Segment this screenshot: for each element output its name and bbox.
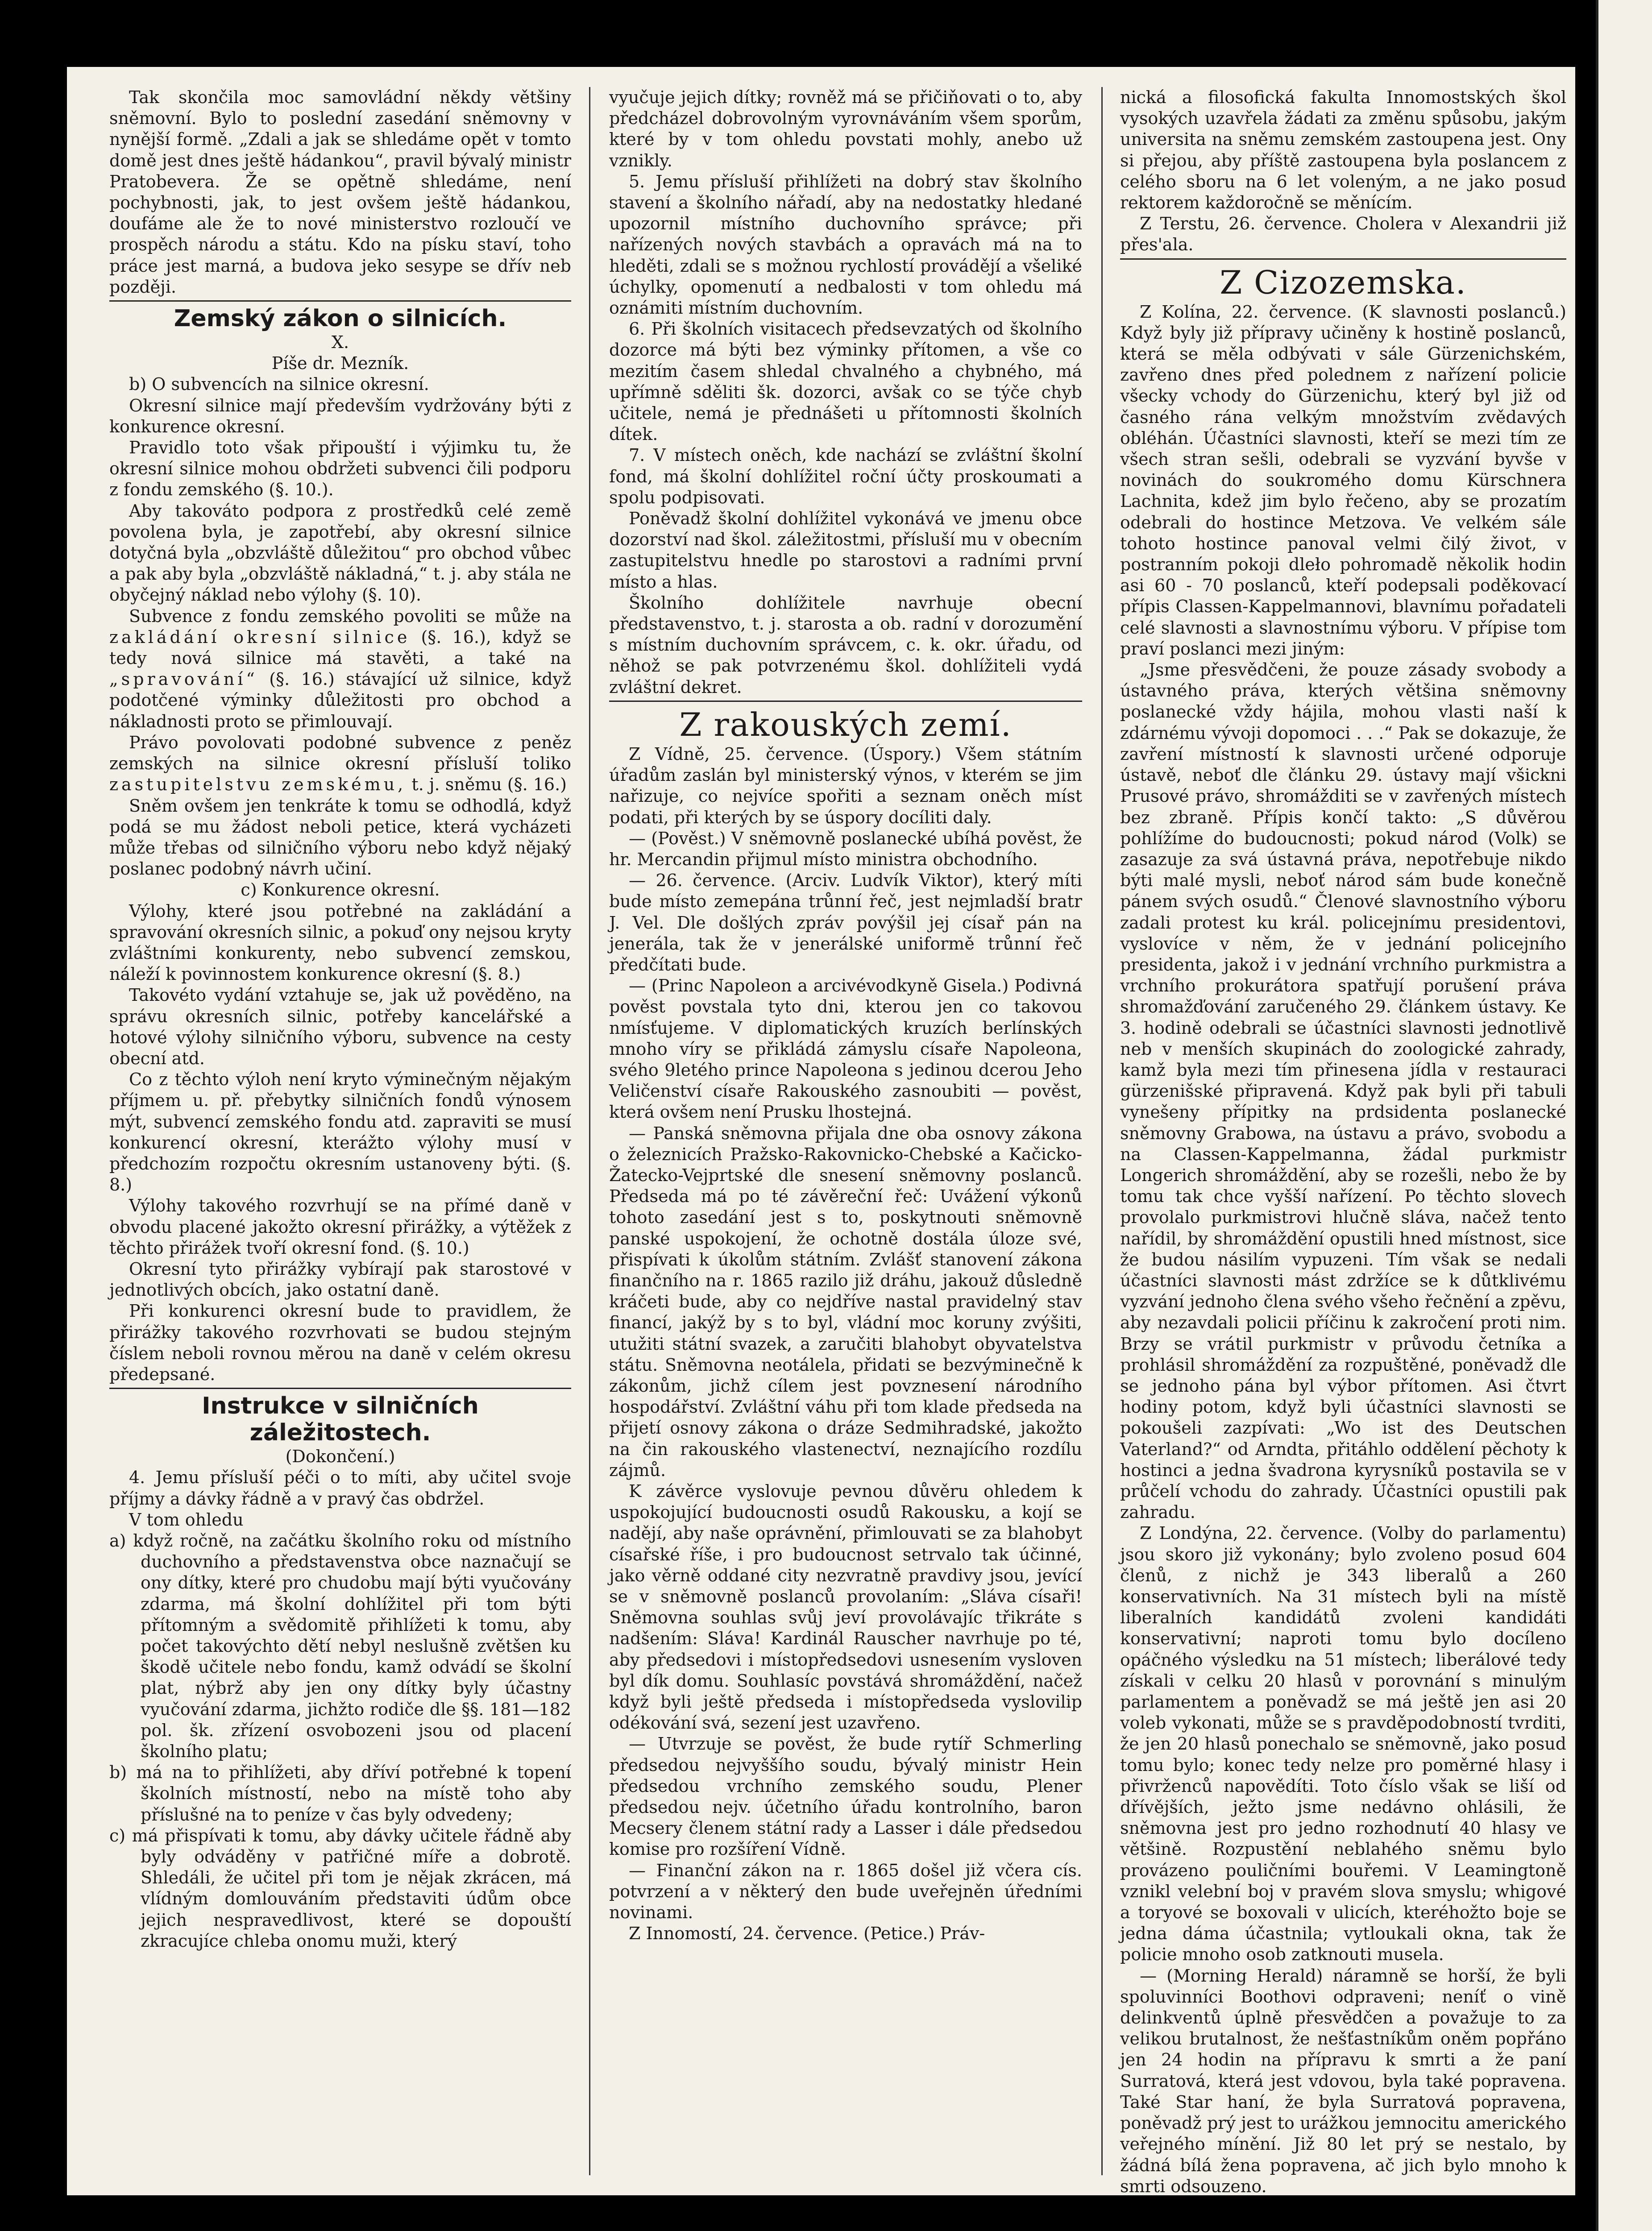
paragraph: — 26. července. (Arciv. Ludvík Viktor), který míti bude místo zemepána trůnní řeč, jest nejmladší bratr J. Vel. Dle došlých zpráv povýšil jej císař pán na jenerála, tak že v jenerálské uniformě trůnní řeč předčítati bude.	[609, 871, 1082, 975]
paragraph: — (Princ Napoleon a arcivévodkyně Gisela.) Podivná pověst povstala tyto dni, kterou jen co takovou nmísťujeme. V diplomatických kruzích berlínských mnoho víry se přikládá zámyslu císaře Napoleona, svého 9letého prince Napoleona s jedinou dcerou Jeho Veličenství císaře Rakouského zasnoubiti — pověst, která ovšem není Prusku lhostejná.	[609, 976, 1082, 1122]
paragraph: Sněm ovšem jen tenkráte k tomu se odhodlá, když podá se mu žádost neboli petice, která vycházeti může třebas od silničního výboru nebo když nějaký poslanec podobný návrh učiní.	[109, 796, 571, 879]
column-1	[109, 87, 571, 2175]
subheading-b: b) O subvencích na silnice okresní.	[129, 374, 429, 394]
paragraph: Výlohy takového rozvrhují se na přímé daně v obvodu placené jakožto okresní přirážky, a výtěžek z těchto přirážek tvoří okresní fond. (§. 10.)	[109, 1196, 571, 1258]
column-rule	[589, 87, 590, 2175]
paragraph: 7. V místech oněch, kde nachází se zvláštní školní fond, má školní dohlížitel roční účty proskoumati a spolu podpisovati.	[609, 445, 1082, 507]
paragraph: — Finanční zákon na r. 1865 došel již včera cís. potvrzení a v některý den bude uveřejněn úředními novinami.	[609, 1860, 1082, 1923]
column-3	[1120, 87, 1566, 2196]
paragraph: — (Morning Herald) náramně se horší, že byli spoluvinníci Boothovi odpraveni; neníť o vině delinkventů úplně přesvědčen a považuje to za velikou brutalnost, že nešťastníkům oněm popřáno jen 24 hodin na přípravu k smrti a že paní Surratová, která jest vdovou, byla také popravena. Také Star haní, že byla Surratová popravena, poněvadž prý jest to urážkou jemnocitu amerického veřejného mínění. Již 80 let prý se nestalo, by žádná bílá žena popravena, ač jich bylo mnoho k smrti odsouzeno.	[1120, 1966, 1566, 2196]
paragraph: Okresní silnice mají především vydržovány býti z konkurence okresní.	[109, 395, 571, 436]
article-title-instrukce: Instrukce v silničních záležitostech.	[202, 1393, 479, 1447]
section-title-cizozemska: Z Cizozemska.	[1220, 263, 1467, 301]
paragraph: 5. Jemu přísluší přihlížeti na dobrý stav školního stavení a školního nářadí, aby na nedostatky hledané upozornil místního duchovního správce; při nařízených nových stavbách a opravách má na to hleděti, zdali se s možnou rychlostí provádějí a všeliké úchylky, opomenutí a nedbalosti v tom ohledu má oznámiti místním duchovním.	[609, 171, 1082, 318]
paragraph: Z Londýna, 22. července. (Volby do parlamentu) jsou skoro již vykonány; bylo zvoleno posud 604 členů, z nichž je 343 liberalů a 260 konservativních. Na 31 místech byli na místě liberalních kandidátů zvoleni kandidáti konservativní; naproti tomu bylo docíleno opáčného výsledku na 51 místech; liberálové tedy získali v celku 20 hlasů v porovnání s minulým parlamentem a poněvadž se má ještě jen asi 20 voleb vykonati, může se s pravděpodobností tvrditi, že jen 20 hlasů ponechalo se sněmovně, jako posud tomu bylo; konec tedy nelze pro poměrné hlasy i přivrženců napovědíti. Toto číslo však se liší od dřívějších, ježto jsme nedávno ohlásili, že sněmovna jest pro jedno rozhodnutí 40 hlasy ve většině. Rozpustění neblahého sněmu bylo provázeno pouličními bouřemi. V Leamingtoně vznikl velební boj v pravém slova smyslu; whigové a toryové se boxovali v ulicích, kteréhožto boje se jedna dáma účastnila; vytloukali okna, tak že policie mnoho osob zatknouti musela.	[1120, 1523, 1566, 1965]
paragraph: 4. Jemu přísluší péči o to míti, aby učitel svoje příjmy a dávky řádně a v pravý čas obdržel.	[109, 1468, 571, 1509]
article-author: Píše dr. Mezník.	[271, 353, 409, 373]
article-continuation: (Dokončení.)	[285, 1447, 395, 1467]
divider	[109, 300, 571, 302]
paragraph: V tom ohledu	[129, 1509, 244, 1530]
paragraph: Z Vídně, 25. července. (Úspory.) Všem státním úřadům zaslán byl ministerský výnos, v kterém se jim nařizuje, co nejvíce spořiti a seznam oněch míst podati, při kterých by se úspory docíliti daly.	[609, 744, 1082, 827]
column-rule	[1101, 87, 1103, 2175]
article-title-silnice: Zemský zákon o silnicích.	[174, 305, 507, 332]
scan-margin	[1596, 0, 1652, 2231]
column-2	[609, 87, 1082, 2175]
newspaper-page	[67, 67, 1575, 2195]
list-item: b) má na to přihlížeti, aby dříví potřebné k topení školních místností, nebo na místě toho aby příslušné na to peníze v čas byly odvedeny;	[109, 1762, 571, 1825]
paragraph: Takovéto vydání vztahuje se, jak už pověděno, na správu okresních silnic, potřeby kancelářské a hotové výlohy silničního výboru, subvence na cesty obecní atd.	[109, 985, 571, 1068]
paragraph: 6. Při školních visitacech předsevzatých od školního dozorce má býti bez výminky přítomen, a vše co mezitím časem shledal chvalného a chybného, má upřímně sděliti šk. dozorci, avšak co se týče chyb učitele, nemá je přednášeti u přítomnosti školních dítek.	[609, 319, 1082, 444]
paragraph: Z Innomostí, 24. července. (Petice.) Práv-	[629, 1924, 985, 1944]
paragraph: vyučuje jejich dítky; rovněž má se přičiňovati o to, aby předcházel dobrovolným vyrovnáváním všem sporům, které by v tom ohledu povstati mohly, anebo už vznikly.	[609, 87, 1082, 170]
divider	[609, 701, 1082, 702]
paragraph: — Panská sněmovna přijala dne oba osnovy zákona o železnicích Pražsko-Rakovnicko-Chebské a Kačicko-Žatecko-Vejprtské dle snesení sněmovny poslanců. Předseda má po té závěreční řeč: Uvážení výkonů tohoto zasedání jest s to, poskytnouti sněmovně panské uspokojení, že ochotně dostála úloze své, přispívati k úkolům státním. Zvlášť stanovení zákona finančního na r. 1865 razilo již dráhu, jakouž důsledně kráčeti bude, aby co nejdříve nastal pravidelný stav financí, jakýž by s to byl, vládní moc koruny zvýšiti, utužiti státní svazek, a zaručiti blahobyt obyvatelstva státu. Sněmovna neotálela, přidati se bezvýminečně k zákonům, jichž cílem jest povznesení národního hospodářství. Zvláštní váhu při tom klade předseda na přijetí osnovy zákona o dráze Sedmihradské, jakožto na čin rakouského vlastenectví, neznajícího rozdílu zájmů.	[609, 1123, 1082, 1480]
paragraph: K závěrce vyslovuje pevnou důvěru ohledem k uspokojující budoucnosti osudů Rakousku, a kojí se nadějí, aby naše oprávnění, přimlouvati se za blahobyt císařské říše, i pro budoucnost setrvalo tak účinné, jako věrně oddané city nezvratně pravdivy jsou, jevící se v sněmovně poslanců provolaním: „Sláva císaři! Sněmovna souhlas svůj jeví provolávajíc třikráte s nadšením: Sláva! Kardinál Rauscher navrhuje po té, aby předsedovi i místopředsedovi usnesením vysloven byl dík domu. Souhlasíc povstává shromáždění, načež když byli ještě předseda i místopředseda vyslovilip odékování svá, sezení jest uzavřeno.	[609, 1481, 1082, 1733]
paragraph: Co z těchto výloh není kryto výminečným nějakým příjmem u. př. přebytky silničních fondů výnosem mýt, subvencí zemského fondu atd. zapraviti se musí konkurencí okresní, kterážto výlohy musí v předchozím rozpočtu okresním ustanoveny býti. (§. 8.)	[109, 1070, 571, 1195]
paragraph: Aby takováto podpora z prostředků celé země povolena byla, je zapotřebí, aby okresní silnice dotyčná byla „obzvláště důležitou“ pro obchod vůbec a pak aby byla „obzvláště nákladná,“ t. j. aby stála ne obyčejný náklad nebo výlohy (§. 10).	[109, 501, 571, 605]
paragraph: Subvence z fondu zemského povoliti se může na zakládání okresní silnice (§. 16.), když se tedy nová silnice má stavěti, a také na „spravování“ (§. 16.) stávající už silnice, když podotčené výminky důležitosti pro obchod a nákladnosti proto se přimlouvají.	[109, 606, 571, 731]
list-item: a) když ročně, na začátku školního roku od místního duchovního a představenstva obce naznačují se ony dítky, které pro chudobu mají býti vyučovány zdarma, má školní dohlížitel při tom býti přítomným a svědomitě přihlížeti k tomu, aby počet takovýchto dětí nebyl neslušně zvětšen ku škodě učitele nebo fondu, kamž odvádí se školní plat, nýbrž aby jen ony dítky byly účastny vyučování zdarma, jichžto rodiče dle §§. 181—182 pol. šk. zřízení osvobozeni jsou od placení školního platu;	[109, 1531, 571, 1762]
paragraph: Výlohy, které jsou potřebné na zakládání a spravování okresních silnic, a pokuď ony nejsou kryty zvláštními konkurenty, nebo subvencí zemskou, náleží k povinnostem konkurence okresní (§. 8.)	[109, 901, 571, 984]
article-number: X.	[331, 332, 349, 352]
paragraph: — Utvrzuje se pověst, že bude rytíř Schmerling předsedou nejvyššího soudu, bývalý ministr Hein předsedou vrchního zemského soudu, Plener předsedou nejv. účetního úřadu kontrolního, baron Mecsery členem státní rady a Lasser i dále předsedou komise pro rozšíření Vídně.	[609, 1734, 1082, 1859]
paragraph: Z Kolína, 22. července. (K slavnosti poslanců.) Když byly již přípravy učiněny k hostině poslanců, která se měla odbývati v sále Gürzenichském, zavřeno dnes před polednem z nařízení policie všecky vchody do Gürzenichu, který byl již od časného rána velkým množstvím zvědavých obléhán. Účastníci slavnosti, kteří se mezi tím ze všech stran sešli, odebrali se vyzvání byvše v novinách do soukromého domu Kürschnera Lachnita, kdež jim bylo řečeno, aby se prozatím odebrali do hostince Metzova. Ve velkém sále tohoto hostince panoval velmi čilý život, v postranním pokoji dleło pohromadě několik hodin asi 60 - 70 poslanců, kteří podepsali poděkovací přípis Classen-Kappelmannovi, blavnímu pořadateli celé slavnosti a slavnostnímu výboru. V přípise tom praví poslanci mezi jiným:	[1120, 302, 1566, 659]
paragraph: Při konkurenci okresní bude to pravidlem, že přirážky takového rozvrhovati se budou stejným číslem neboli rovnou měrou na daně v celém okresu předepsané.	[109, 1301, 571, 1384]
paragraph: Poněvadž školní dohlížitel vykonává ve jmenu obce dozorství nad škol. záležitostmi, přísluší mu v obecním zastupitelstvu hnedle po starostovi a radními první místo a hlas.	[609, 509, 1082, 592]
divider	[109, 1388, 571, 1389]
divider	[1120, 258, 1566, 260]
section-title-rakouske-zeme: Z rakouských zemí.	[679, 705, 1012, 743]
subheading-c: c) Konkurence okresní.	[241, 880, 440, 900]
intro-paragraph: Tak skončila moc samovládní někdy většiny sněmovní. Bylo to poslední zasedání sněmovny v nynější formě. „Zdali a jak se shledáme opět v tomto domě jest dnes ještě hádankou“, pravil bývalý ministr Pratobevera. Že se opětně shledáme, není pochybnosti, jak, to jest ovšem ještě hádankou, doufáme ale že to nové ministerstvo rozloučí ve prospěch národu a státu. Kdo na písku staví, toho práce jest marná, a budova jeko sesype se dřív neb později.	[109, 87, 571, 297]
paragraph: Školního dohlížitele navrhuje obecní představenstvo, t. j. starosta a ob. radní v dorozumění s místním duchovním správcem, c. k. okr. úřadu, od něhož se pak potvrzenému škol. dohlížiteli vydá zvláštní dekret.	[609, 593, 1082, 697]
list-item: c) má přispívati k tomu, aby dávky učitele řádně aby byly odváděny v patřičné míře a dobrotě. Shledáli, že učitel při tom je nějak zkrácen, má vlídným domlouváním představiti údům obce jejich nespravedlivost, které se dopouští zkracujíce chleba onomu muži, který	[109, 1825, 571, 1951]
paragraph: — (Pověst.) V sněmovně poslanecké ubíhá pověst, že hr. Mercandin přijmul místo ministra obchodního.	[609, 828, 1082, 869]
paragraph: Z Terstu, 26. července. Cholera v Alexandrii již přes'ala.	[1120, 214, 1566, 255]
paragraph: Pravidlo toto však připouští i výjimku tu, že okresní silnice mohou obdržeti subvenci čili podporu z fondu zemského (§. 10.).	[109, 438, 571, 500]
paragraph: „Jsme přesvědčeni, že pouze zásady svobody a ústavného práva, kterých většina sněmovny poslanecké vždy hájila, mohou vlasti naší k zdárnému vývoji dopomoci . . .“ Pak se dokazuje, že zavření místností k slavnosti určené odporuje ústavě, neboť dle článku 29. ústavy mají všickni Prusové právo, shromážditi se v zavřených místech bez zbraně. Přípis končí takto: „S důvěrou pohlížíme do budoucnosti; pokud národ (Volk) se zasazuje za svá ústavná práva, nepotřebuje nikdo býti malé mysli, neboť národ sám bude konečně pánem svých osudů.“ Členové slavnostního výboru zadali protest ku král. policejnímu presidentovi, vyslovíce v něm, že v jednání policejního presidenta, jakož i v jednání vrchního purkmistra a vrchního prokurátora spatřují porušení práva shromažďování zaručeného 29. článkem ústavy. Ke 3. hodině odebrali se účastníci slavnosti jednotlivě neb v menších skupinách do zoologické zahrady, kamž byla mezi tím přinesena jídla v restauraci gürzenišské připravená. Když pak byli při tabuli vynešeny přípitky na prdsidenta poslanecké sněmovny Grabowa, na ústavu a právo, svobodu a na Classen-Kappelmanna, žádal purkmistr Longerich shromáždění, aby se rozešli, nebo že by tomu tak chce vyšší nařízení. Po těchto slovech provolalo purkmistrovi hlučně sláva, načež tento nařídil, by shromáždění opustili hned místnost, sice že budou násilím vypuzeni. Tím však se nedali účastníci slavnosti mást zdržíce se k důtklivému vyzvání jednoho člena svého všeho řečnění a zpěvu, aby nezavdali policii příčinu k zakročení proti nim. Brzy se vrátil purkmistr v průvodu četníka a prohlásil shromáždění za rozpuštěné, poněvadž dle se jednoho pána byl výbor přítomen. Asi čtvrt hodiny potom, když byli účastníci slavnosti se pokoušeli zazpívati: „Wo ist des Deutschen Vaterland?“ od Arndta, přitáhlo oddělení pěchoty k hostinci a jedna švadrona kyrysníků postavila se v průčelí vchodu do zahrady. Účastníci opustili pak zahradu.	[1120, 660, 1566, 1522]
paragraph: Okresní tyto přirážky vybírají pak starostové v jednotlivých obcích, jako ostatní daně.	[109, 1259, 571, 1300]
paragraph: Právo povolovati podobné subvence z peněz zemských na silnice okresní přísluší toliko zastupitelstvu zemskému, t. j. sněmu (§. 16.)	[109, 732, 571, 795]
paragraph: nická a filosofická fakulta Innomostských škol vysokých uzavřela žádati za změnu spůsobu, jakým universita na sněmu zemském zastoupena jest. Ony si přejou, aby příště zastoupena byla poslancem z celého sboru na 6 let voleným, a ne jako posud rektorem každoročně se měnícím.	[1120, 87, 1566, 213]
